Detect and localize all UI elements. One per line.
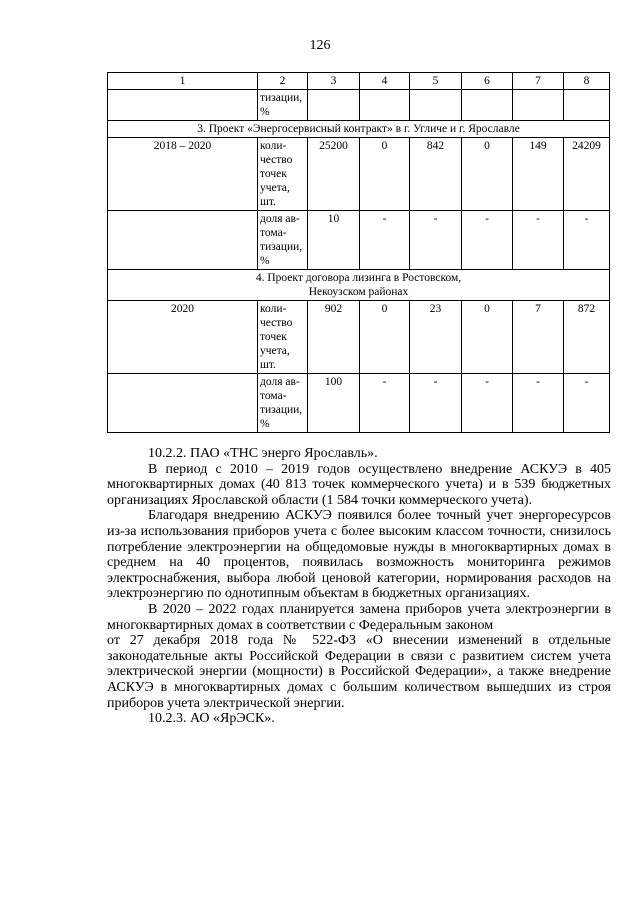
header-cell: 2 xyxy=(258,73,308,90)
table-row xyxy=(108,301,610,374)
value-cell: - xyxy=(513,211,564,270)
header-cell: 7 xyxy=(513,73,564,90)
period-cell: 2018 – 2020 xyxy=(108,138,258,211)
value-cell: - xyxy=(360,374,410,433)
value-cell xyxy=(360,90,410,121)
period-cell xyxy=(108,211,258,270)
value-cell: 24209 xyxy=(564,138,610,211)
value-cell: 7 xyxy=(513,301,564,374)
indicator-label: коли- чество точек учета, шт. xyxy=(258,301,308,374)
value-cell: 0 xyxy=(360,138,410,211)
header-cell: 4 xyxy=(360,73,410,90)
header-cell: 6 xyxy=(462,73,513,90)
value-cell: - xyxy=(564,211,610,270)
value-cell: 902 xyxy=(308,301,360,374)
value-cell: 10 xyxy=(308,211,360,270)
value-cell: 872 xyxy=(564,301,610,374)
indicator-label: доля ав- тома- тизации, % xyxy=(258,374,308,433)
section-title-row xyxy=(108,121,610,138)
value-cell xyxy=(308,90,360,121)
table-row xyxy=(108,90,610,121)
value-cell: - xyxy=(564,374,610,433)
header-cell: 8 xyxy=(564,73,610,90)
value-cell: 0 xyxy=(360,301,410,374)
subsection-heading: 10.2.3. АО «ЯрЭСК». xyxy=(148,711,275,727)
value-cell: 0 xyxy=(462,138,513,211)
value-cell: 100 xyxy=(308,374,360,433)
section-title-row xyxy=(108,270,610,301)
value-cell: - xyxy=(360,211,410,270)
page-number: 126 xyxy=(309,38,331,53)
table-row xyxy=(108,138,610,211)
table-header-row xyxy=(108,73,610,90)
period-cell: 2020 xyxy=(108,301,258,374)
header-cell: 5 xyxy=(410,73,462,90)
section-title: 3. Проект «Энергосервисный контракт» в г. Угличе и г. Ярославле xyxy=(108,121,610,138)
value-cell: - xyxy=(513,374,564,433)
paragraph: от 27 декабря 2018 года № 522-ФЗ «О внесении изменений в отдельные законодательные акты Российской Федерации в связи с развитием систем учета электрической энергии (мощности) в Российской Федерации», а также внедрение АСКУЭ в многоквартирных домах с большим количеством вышедших из строя приборов учета электрической энергии. xyxy=(107,633,611,711)
value-cell xyxy=(513,90,564,121)
subsection-heading: 10.2.2. ПАО «ТНС энерго Ярославль». xyxy=(148,446,378,461)
paragraph: В период с 2010 – 2019 годов осуществлено внедрение АСКУЭ в 405 многоквартирных домах (40 813 точек коммерческого учета) и в 539 бюджетных организациях Ярославской области (1 584 точки коммерческого учета). xyxy=(107,461,611,508)
body-text xyxy=(107,446,611,727)
table-row xyxy=(108,211,610,270)
value-cell: - xyxy=(410,211,462,270)
indicator-label: коли- чество точек учета, шт. xyxy=(258,138,308,211)
paragraph: Благодаря внедрению АСКУЭ появился более точный учет энергоресурсов из-за использования приборов учета с более высоким классом точности, снизилось потребление электроэнергии на общедомовые нужды в многоквартирных домах в среднем на 40 процентов, появилась возможность мониторинга режимов электроснабжения, выбора любой ценовой категории, нормирования расходов на электроэнергию по однотипным объектам в бюджетных организациях. xyxy=(107,508,611,602)
value-cell: - xyxy=(462,374,513,433)
period-cell xyxy=(108,374,258,433)
metering-table xyxy=(107,72,610,433)
section-title: 4. Проект договора лизинга в Ростовском, Некоузском районах xyxy=(108,270,610,301)
value-cell: 149 xyxy=(513,138,564,211)
table-row xyxy=(108,374,610,433)
paragraph: В 2020 – 2022 годах планируется замена приборов учета электроэнергии в многоквартирных домах в соответствии с Федеральным законом xyxy=(107,601,611,633)
value-cell: 25200 xyxy=(308,138,360,211)
header-cell: 3 xyxy=(308,73,360,90)
value-cell: 842 xyxy=(410,138,462,211)
value-cell: - xyxy=(462,211,513,270)
value-cell: 23 xyxy=(410,301,462,374)
value-cell xyxy=(410,90,462,121)
period-cell xyxy=(108,90,258,121)
indicator-label: тизации, % xyxy=(258,90,308,121)
value-cell xyxy=(564,90,610,121)
value-cell: 0 xyxy=(462,301,513,374)
header-cell: 1 xyxy=(108,73,258,90)
value-cell xyxy=(462,90,513,121)
indicator-label: доля ав- тома- тизации, % xyxy=(258,211,308,270)
value-cell: - xyxy=(410,374,462,433)
